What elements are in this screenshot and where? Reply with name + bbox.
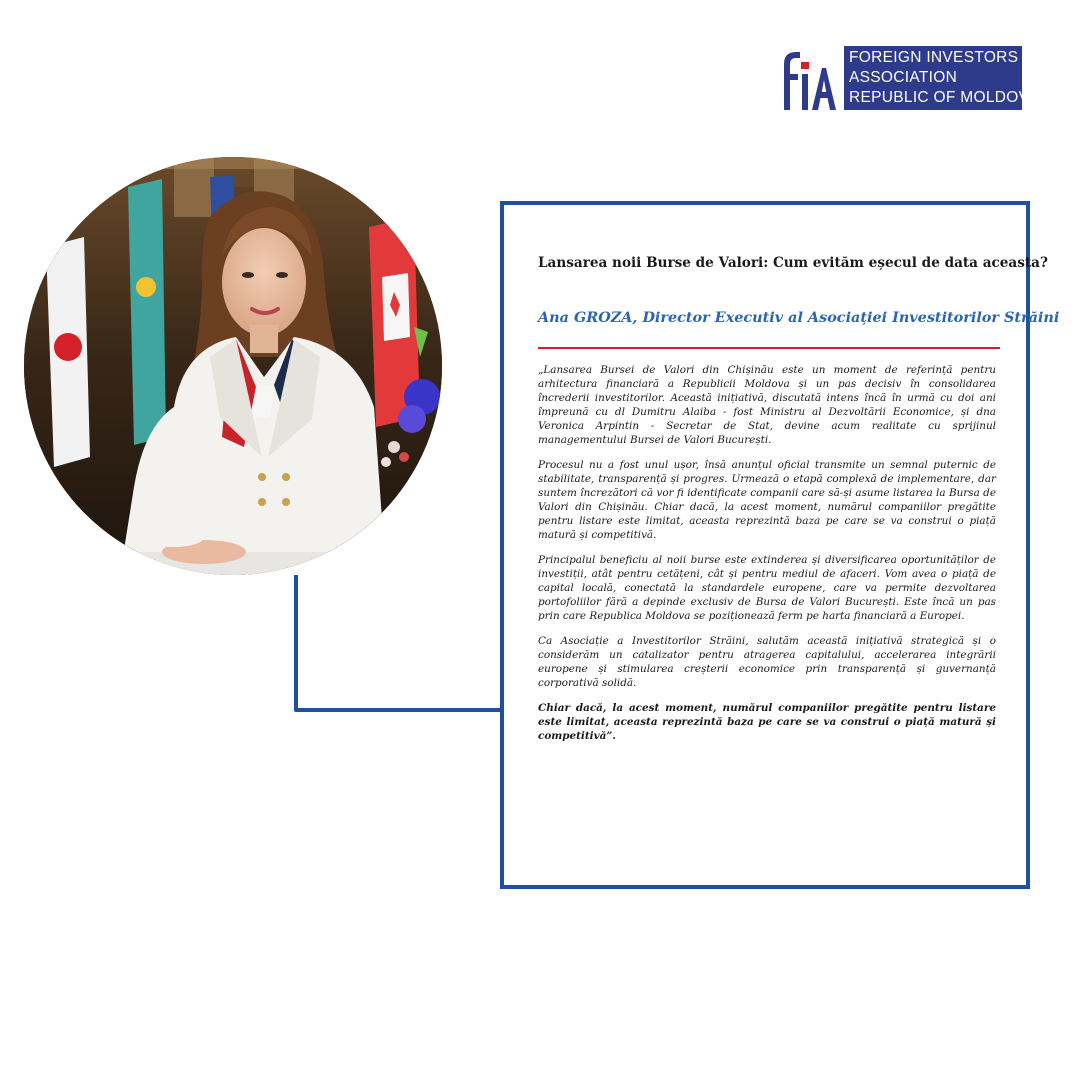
article-paragraph-closing: Chiar dacă, la acest moment, numărul companiilor pregătite pentru listare este limitat, aceasta reprezintă baza pe care se va construi o piață matură și competitivă”.: [538, 702, 996, 742]
logo-line-3: REPUBLIC OF MOLDOVA: [849, 89, 1039, 106]
article-body: [538, 363, 996, 754]
article-paragraph: Procesul nu a fost unul ușor, însă anunțul oficial transmite un semnal puternic de stabilitate, transparență și progres. Urmează o etapă complexă de implementare, dar suntem încrezători că vor fi identificate companii care să-și asume listarea la Bursa de Valori din Chișinău. Chiar dacă, la acest moment, numărul companiilor pregătite pentru listare este limitat, aceasta reprezintă baza pe care se va construi o piață matură și competitivă.: [538, 459, 996, 541]
logo-line-2: ASSOCIATION: [849, 69, 958, 86]
author-divider: [538, 347, 1000, 349]
logo-wordmark: [844, 46, 1039, 110]
fia-logo: [778, 44, 1039, 112]
portrait-illustration: [24, 157, 442, 575]
portrait-photo: [24, 157, 442, 575]
fia-monogram-icon: [778, 44, 838, 112]
article-paragraph: Principalul beneficiu al noii burse este extinderea și diversificarea oportunităților de investiții, atât pentru cetățeni, cât și pentru mediul de afaceri. Vom avea o piață de capital locală, conectată la standardele europene, care va permite dezvoltarea portofoliilor fără a depinde exclusiv de Bursa de Valori București. Este încă un pas prin care Republica Moldova se poziționează ferm pe harta financiară a Europei.: [538, 554, 996, 622]
article-paragraph: „Lansarea Bursei de Valori din Chișinău este un moment de referință pentru arhitectura financiară a Republicii Moldova și un pas decisiv în consolidarea încrederii investitorilor. Această inițiativă, discutată intens încă în urmă cu doi ani împreună cu dl Dumitru Alaiba - fost Ministru al Dezvoltării Economice, și dna Veronica Arpintin - Secretar de Stat, devine acum realitate cu sprijinul managementului Bursei de Valori București.: [538, 364, 996, 446]
article-author: Ana GROZA, Director Executiv al Asociației Investitorilor Străini: [538, 309, 1060, 326]
article-card: [500, 201, 1060, 889]
logo-line-1: FOREIGN INVESTORS: [849, 49, 1019, 66]
article-paragraph: Ca Asociație a Investitorilor Străini, salutăm această inițiativă strategică și o considerăm un catalizator pentru atragerea capitalului, accelerarea integrării europene și stimularea creșterii economice prin transparență și guvernanță corporativă solidă.: [538, 635, 996, 689]
article-title: Lansarea noii Burse de Valori: Cum evităm eșecul de data aceasta?: [538, 255, 1048, 271]
